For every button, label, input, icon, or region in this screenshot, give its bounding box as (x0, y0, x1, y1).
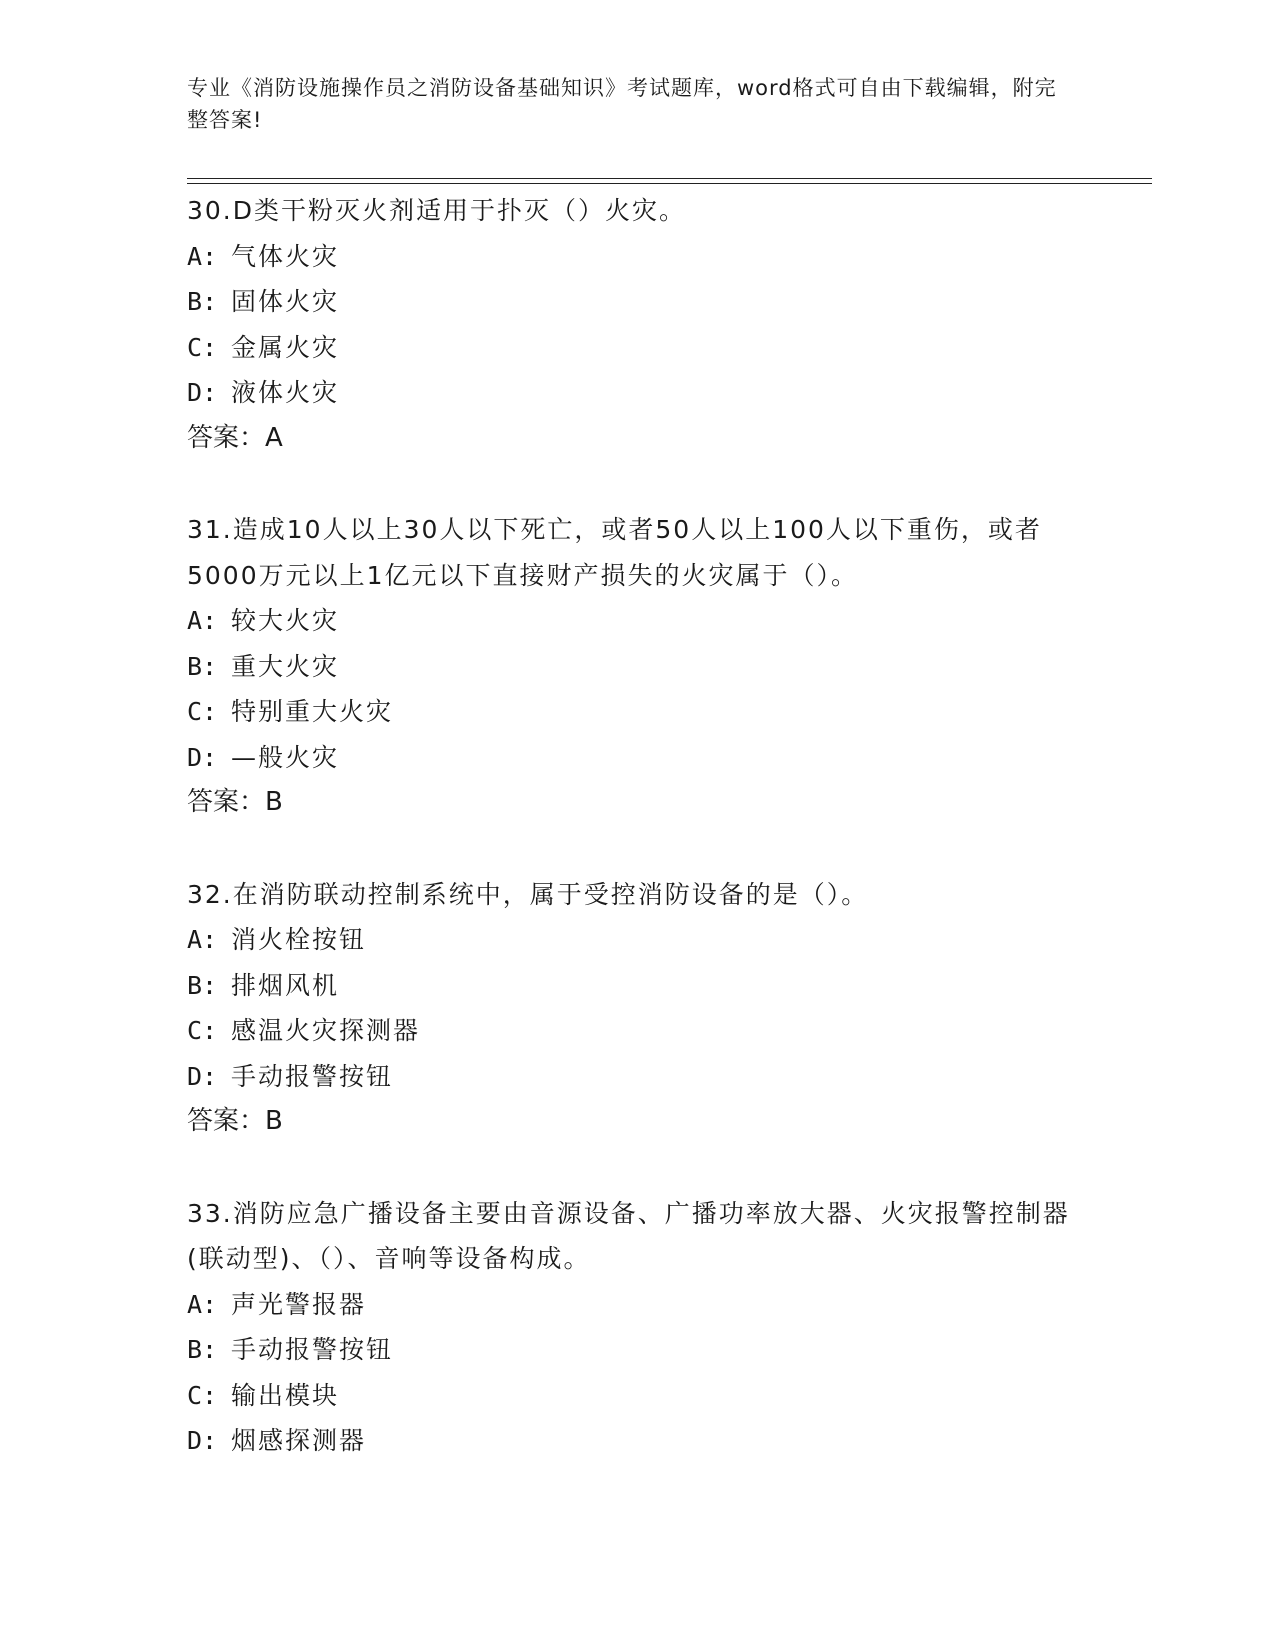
question-list (187, 188, 1152, 1510)
question-text: 32.在消防联动控制系统中，属于受控消防设备的是（）。 (187, 879, 869, 909)
question-31 (187, 507, 1152, 826)
option-key: B: (187, 651, 218, 681)
option-c (187, 1008, 1152, 1054)
option-key: D: (187, 742, 218, 772)
question-text: 30.D类干粉灭火剂适用于扑灭（）火灾。 (187, 196, 687, 225)
option-text: 特别重大火灾 (231, 697, 394, 726)
question-text: 31.造成10人以上30人以下死亡，或者50人以上100人以下重伤，或者5000万元以上1亿元以下直接财产损失的火灾属于（）。 (187, 515, 1042, 590)
option-c (187, 1373, 1152, 1419)
option-a (187, 917, 1152, 963)
question-32 (187, 872, 1152, 1145)
option-b (187, 279, 1152, 325)
option-a (187, 1282, 1152, 1328)
option-b (187, 644, 1152, 690)
option-text: 重大火灾 (231, 651, 340, 681)
question-30 (187, 188, 1152, 461)
question-text: 33.消防应急广播设备主要由音源设备、广播功率放大器、火灾报警控制器(联动型)、（）、音响等设备构成。 (187, 1198, 1070, 1273)
option-key: A: (187, 1289, 218, 1319)
option-text: 感温火灾探测器 (231, 1016, 421, 1045)
option-key: B: (187, 287, 218, 316)
option-b (187, 1327, 1152, 1373)
option-text: 手动报警按钮 (231, 1061, 394, 1091)
document-header: 专业《消防设施操作员之消防设备基础知识》考试题库，word格式可自由下载编辑，附完整答案! (187, 76, 1057, 132)
option-a (187, 598, 1152, 644)
option-key: A: (187, 925, 218, 954)
answer-line: 答案：B (187, 787, 283, 817)
option-key: D: (187, 1426, 218, 1455)
option-text: —般火灾 (231, 742, 340, 772)
option-d (187, 1418, 1152, 1464)
option-d (187, 735, 1152, 781)
option-key: C: (187, 1016, 218, 1045)
option-key: C: (187, 332, 218, 362)
option-b (187, 963, 1152, 1009)
option-d (187, 1054, 1152, 1100)
option-text: 输出模块 (231, 1380, 340, 1410)
option-key: B: (187, 1335, 218, 1364)
option-d (187, 370, 1152, 416)
option-text: 声光警报器 (231, 1289, 367, 1319)
option-text: 液体火灾 (231, 378, 340, 407)
option-text: 排烟风机 (231, 970, 340, 1000)
option-c (187, 325, 1152, 371)
option-c (187, 689, 1152, 735)
option-key: C: (187, 1380, 218, 1410)
option-key: A: (187, 241, 218, 271)
answer-line: 答案：A (187, 422, 283, 453)
option-key: A: (187, 606, 218, 635)
header-divider-bottom (187, 183, 1152, 184)
header-divider-top (187, 178, 1152, 179)
option-text: 消火栓按钮 (231, 925, 367, 954)
option-text: 气体火灾 (231, 241, 340, 271)
option-text: 固体火灾 (231, 287, 340, 316)
option-text: 烟感探测器 (231, 1426, 367, 1455)
option-text: 较大火灾 (231, 606, 340, 635)
answer-line: 答案：B (187, 1106, 283, 1136)
option-key: C: (187, 697, 218, 726)
option-text: 手动报警按钮 (231, 1335, 394, 1364)
question-33 (187, 1191, 1152, 1464)
option-text: 金属火灾 (231, 332, 340, 362)
option-key: D: (187, 378, 218, 407)
option-key: B: (187, 970, 218, 1000)
option-key: D: (187, 1061, 218, 1091)
option-a (187, 234, 1152, 280)
